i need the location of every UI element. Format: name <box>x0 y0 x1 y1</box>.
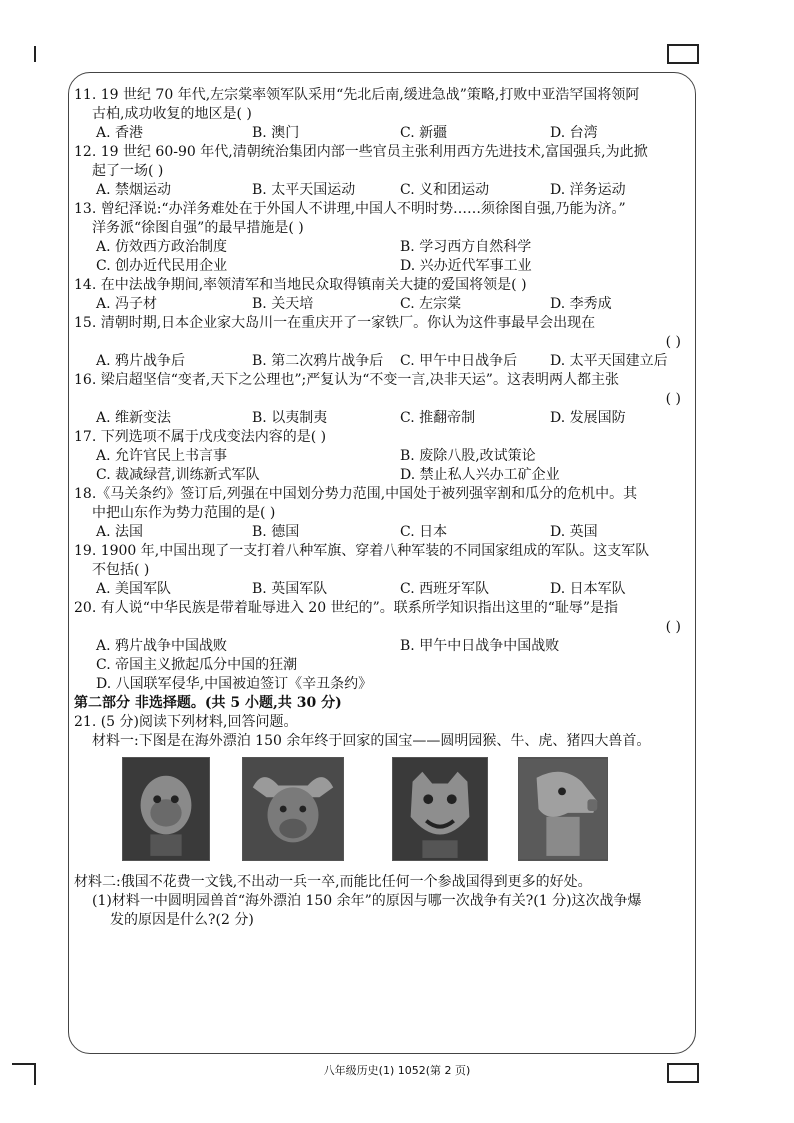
option-b: B. 德国 <box>252 524 300 540</box>
option-c: C. 义和团运动 <box>400 182 490 198</box>
options-row <box>74 257 689 276</box>
question-12 <box>74 143 689 200</box>
pig-head-image <box>519 758 607 860</box>
options-row <box>74 523 689 542</box>
option-a: A. 维新变法 <box>96 410 172 426</box>
question-stem: 20. 有人说“中华民族是带着耻辱进入 20 世纪的”。联系所学知识指出这里的“耻辱”是指 <box>74 600 619 616</box>
option-c: C. 西班牙军队 <box>400 581 490 597</box>
option-d: D. 太平天国建立后 <box>550 353 668 369</box>
option-a: A. 法国 <box>96 524 144 540</box>
option-c: C. 创办近代民用企业 <box>96 258 228 274</box>
tiger-head-bronze-icon <box>392 757 488 861</box>
bronze-heads-images <box>74 757 689 869</box>
question-13 <box>74 200 689 276</box>
option-b: B. 太平天国运动 <box>252 182 356 198</box>
answer-paren-row <box>74 390 689 409</box>
option-b: B. 甲午中日战争中国战败 <box>400 638 560 654</box>
options-row <box>74 675 689 694</box>
option-c: C. 推翻帝制 <box>400 410 476 426</box>
option-b: B. 关天培 <box>252 296 314 312</box>
top-left-bracket-mark <box>28 46 36 62</box>
question-stem: 17. 下列选项不属于戊戌变法内容的是( ) <box>74 429 327 445</box>
option-c: C. 日本 <box>400 524 448 540</box>
option-d: D. 兴办近代军事工业 <box>400 258 532 274</box>
question-20 <box>74 599 689 694</box>
options-row <box>74 352 689 371</box>
option-a: A. 仿效西方政治制度 <box>96 239 228 255</box>
options-row <box>74 580 689 599</box>
question-stem: 11. 19 世纪 70 年代,左宗棠率领军队采用“先北后南,缓进急战”策略,打败中亚浩罕国将领阿 <box>74 87 640 103</box>
ox-head-image <box>243 758 343 860</box>
options-row <box>74 656 689 675</box>
options-row <box>74 295 689 314</box>
option-a: A. 鸦片战争后 <box>96 353 186 369</box>
sub-question-1-line2: 发的原因是什么?(2 分) <box>110 912 254 928</box>
option-b: B. 以夷制夷 <box>252 410 328 426</box>
question-stem: 18.《马关条约》签订后,列强在中国划分势力范围,中国处于被列强宰割和瓜分的危机中。其 <box>74 486 638 502</box>
option-d: D. 台湾 <box>550 125 598 141</box>
answer-paren-row <box>74 333 689 352</box>
options-row <box>74 238 689 257</box>
question-17 <box>74 428 689 485</box>
material-2: 材料二:俄国不花费一文钱,不出动一兵一卒,而能比任何一个参战国得到更多的好处。 <box>74 874 592 890</box>
ox-head-bronze-icon <box>242 757 344 861</box>
question-stem: 中把山东作为势力范围的是( ) <box>92 505 276 521</box>
options-row <box>74 181 689 200</box>
page-footer: 八年级历史(1) 1052(第 2 页) <box>323 1064 471 1077</box>
monkey-head-bronze-icon <box>122 757 210 861</box>
option-d: D. 日本军队 <box>550 581 626 597</box>
option-c: C. 帝国主义掀起瓜分中国的狂潮 <box>96 657 298 673</box>
sub-question-1-line1: (1)材料一中圆明园兽首“海外漂泊 150 余年”的原因与哪一次战争有关?(1 分)这次战争爆 <box>92 893 642 909</box>
option-a: A. 禁烟运动 <box>96 182 172 198</box>
option-d: D. 发展国防 <box>550 410 626 426</box>
question-stem: 古柏,成功收复的地区是( ) <box>92 106 252 122</box>
question-stem: 19. 1900 年,中国出现了一支打着八种军旗、穿着八种军装的不同国家组成的军队。这支军队 <box>74 543 650 559</box>
material-1: 材料一:下图是在海外漂泊 150 余年终于回家的国宝——圆明园猴、牛、虎、猪四大兽首。 <box>92 733 651 749</box>
question-21-intro: 21. (5 分)阅读下列材料,回答问题。 <box>74 714 298 730</box>
option-b: B. 澳门 <box>252 125 300 141</box>
monkey-head-image <box>123 758 209 860</box>
option-c: C. 裁减绿营,训练新式军队 <box>96 467 260 483</box>
question-stem: 13. 曾纪泽说:“办洋务难处在于外国人不讲理,中国人不明时势……须徐图自强,乃能为济。” <box>74 201 626 217</box>
pig-head-bronze-icon <box>518 757 608 861</box>
question-18 <box>74 485 689 542</box>
option-b: B. 学习西方自然科学 <box>400 239 532 255</box>
option-d: D. 禁止私人兴办工矿企业 <box>400 467 560 483</box>
answer-paren: ( ) <box>665 619 681 635</box>
option-a: A. 允许官民上书言事 <box>96 448 228 464</box>
question-14 <box>74 276 689 314</box>
question-stem: 15. 清朝时期,日本企业家大岛川一在重庆开了一家铁厂。你认为这件事最早会出现在 <box>74 315 596 331</box>
question-11 <box>74 86 689 143</box>
options-row <box>74 447 689 466</box>
question-stem: 洋务派“徐图自强”的最早措施是( ) <box>92 220 304 236</box>
option-b: B. 英国军队 <box>252 581 328 597</box>
question-stem: 不包括( ) <box>92 562 150 578</box>
question-19 <box>74 542 689 599</box>
options-row <box>74 124 689 143</box>
option-c: C. 左宗棠 <box>400 296 462 312</box>
option-a: A. 鸦片战争中国战败 <box>96 638 228 654</box>
answer-paren: ( ) <box>665 391 681 407</box>
answer-paren: ( ) <box>665 334 681 350</box>
options-row <box>74 466 689 485</box>
option-c: C. 新疆 <box>400 125 448 141</box>
question-16 <box>74 371 689 428</box>
tiger-head-image <box>393 758 487 860</box>
option-a: A. 香港 <box>96 125 144 141</box>
question-stem: 14. 在中法战争期间,率领清军和当地民众取得镇南关大捷的爱国将领是( ) <box>74 277 527 293</box>
option-a: A. 冯子材 <box>96 296 158 312</box>
top-right-box-mark <box>667 44 699 64</box>
option-d: D. 李秀成 <box>550 296 612 312</box>
option-b: B. 废除八股,改试策论 <box>400 448 536 464</box>
options-row <box>74 409 689 428</box>
question-15 <box>74 314 689 371</box>
option-d: D. 洋务运动 <box>550 182 626 198</box>
option-b: B. 第二次鸦片战争后 <box>252 353 384 369</box>
option-d: D. 英国 <box>550 524 598 540</box>
exam-content <box>74 86 689 930</box>
part2-heading: 第二部分 非选择题。(共 5 小题,共 30 分) <box>74 695 342 711</box>
options-row <box>74 637 689 656</box>
option-a: A. 美国军队 <box>96 581 172 597</box>
question-stem: 12. 19 世纪 60-90 年代,清朝统治集团内部一些官员主张利用西方先进技术,富国强兵,为此掀 <box>74 144 648 160</box>
option-c: C. 甲午中日战争后 <box>400 353 518 369</box>
option-d: D. 八国联军侵华,中国被迫签订《辛丑条约》 <box>96 676 373 692</box>
question-stem: 起了一场( ) <box>92 163 164 179</box>
question-stem: 16. 梁启超坚信“变者,天下之公理也”;严复认为“不变一言,决非天运”。这表明两人都主张 <box>74 372 619 388</box>
answer-paren-row <box>74 618 689 637</box>
